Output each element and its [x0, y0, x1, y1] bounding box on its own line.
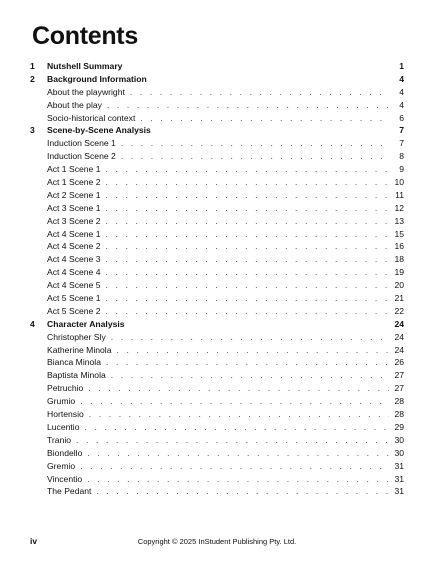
- table-of-contents: [30, 60, 404, 498]
- entry-title: About the playwright: [47, 86, 125, 97]
- entry-title: Act 3 Scene 2: [47, 215, 101, 226]
- dot-leader: [106, 228, 389, 241]
- entry-page-number: 4: [399, 86, 404, 97]
- entry-title: Gremio: [47, 460, 76, 471]
- dot-leader: [76, 434, 389, 447]
- toc-entry[interactable]: [30, 240, 404, 253]
- entry-title: Act 1 Scene 1: [47, 164, 101, 175]
- dot-leader: [106, 305, 389, 318]
- entry-title: Act 4 Scene 2: [47, 241, 101, 252]
- section-title: Scene-by-Scene Analysis: [47, 125, 151, 136]
- toc-entry[interactable]: [30, 356, 404, 369]
- copyright-notice: Copyright © 2025 InStudent Publishing Pty. Ltd.: [137, 536, 297, 546]
- toc-entry[interactable]: [30, 86, 404, 99]
- toc-entry[interactable]: [30, 485, 404, 498]
- entry-title: About the play: [47, 99, 102, 110]
- toc-section-entry[interactable]: [30, 124, 404, 137]
- entry-title: The Pedant: [47, 486, 92, 497]
- entry-page-number: 24: [394, 331, 404, 342]
- dot-leader: [121, 150, 389, 163]
- entry-page-number: 27: [394, 383, 404, 394]
- entry-page-number: 7: [399, 138, 404, 149]
- dot-leader: [96, 485, 389, 498]
- toc-entry[interactable]: [30, 253, 404, 266]
- entry-title: Petruchio: [47, 383, 84, 394]
- dot-leader: [106, 202, 389, 215]
- dot-leader: [106, 356, 389, 369]
- entry-page-number: 31: [394, 473, 404, 484]
- entry-page-number: 31: [394, 486, 404, 497]
- entry-title: Bianca Minola: [47, 357, 101, 368]
- entry-page-number: 28: [394, 396, 404, 407]
- toc-entry[interactable]: [30, 112, 404, 125]
- toc-entry[interactable]: [30, 215, 404, 228]
- entry-page-number: 4: [399, 99, 404, 110]
- entry-title: Christopher Sly: [47, 331, 106, 342]
- entry-page-number: 21: [394, 293, 404, 304]
- toc-section-entry[interactable]: [30, 318, 404, 331]
- entry-title: Induction Scene 2: [47, 151, 116, 162]
- entry-page-number: 30: [394, 447, 404, 458]
- entry-title: Act 4 Scene 1: [47, 228, 101, 239]
- entry-page-number: 20: [394, 280, 404, 291]
- dot-leader: [106, 253, 389, 266]
- dot-leader: [106, 176, 389, 189]
- entry-page-number: 18: [394, 254, 404, 265]
- entry-title: Vincentio: [47, 473, 83, 484]
- section-title: Nutshell Summary: [47, 61, 123, 71]
- dot-leader: [130, 86, 389, 99]
- toc-section-entry[interactable]: [30, 60, 404, 73]
- toc-entry[interactable]: [30, 447, 404, 460]
- dot-leader: [80, 395, 389, 408]
- entry-page-number: 13: [394, 215, 404, 226]
- entry-page-number: 30: [394, 434, 404, 445]
- toc-entry[interactable]: [30, 292, 404, 305]
- dot-leader: [106, 215, 389, 228]
- entry-title: Act 4 Scene 4: [47, 267, 101, 278]
- toc-entry[interactable]: [30, 305, 404, 318]
- dot-leader: [87, 447, 389, 460]
- entry-title: Lucentio: [47, 421, 80, 432]
- entry-title: Act 4 Scene 5: [47, 280, 101, 291]
- toc-entry[interactable]: [30, 331, 404, 344]
- toc-entry[interactable]: [30, 344, 404, 357]
- entry-title: Act 4 Scene 3: [47, 254, 101, 265]
- toc-entry[interactable]: [30, 189, 404, 202]
- dot-leader: [121, 137, 389, 150]
- entry-title: Act 3 Scene 1: [47, 202, 101, 213]
- section-page-number: 7: [399, 125, 404, 136]
- toc-entry[interactable]: [30, 460, 404, 473]
- toc-entry[interactable]: [30, 395, 404, 408]
- entry-title: Act 5 Scene 1: [47, 293, 101, 304]
- page-footer: [30, 536, 404, 548]
- entry-page-number: 15: [394, 228, 404, 239]
- dot-leader: [87, 473, 389, 486]
- toc-entry[interactable]: [30, 99, 404, 112]
- entry-title: Tranio: [47, 434, 72, 445]
- toc-entry[interactable]: [30, 150, 404, 163]
- toc-entry[interactable]: [30, 473, 404, 486]
- entry-page-number: 19: [394, 267, 404, 278]
- entry-title: Biondello: [47, 447, 83, 458]
- entry-page-number: 22: [394, 305, 404, 316]
- dot-leader: [85, 421, 390, 434]
- section-title: Character Analysis: [47, 318, 125, 329]
- section-number: 1: [30, 61, 35, 71]
- toc-entry[interactable]: [30, 369, 404, 382]
- dot-leader: [106, 163, 389, 176]
- toc-entry[interactable]: [30, 202, 404, 215]
- section-title: Background Information: [47, 73, 147, 84]
- entry-page-number: 24: [394, 344, 404, 355]
- section-number: 3: [30, 125, 35, 136]
- entry-title: Act 1 Scene 2: [47, 177, 101, 188]
- entry-page-number: 16: [394, 241, 404, 252]
- entry-title: Hortensio: [47, 409, 84, 420]
- section-number: 2: [30, 73, 35, 84]
- toc-entry[interactable]: [30, 163, 404, 176]
- dot-leader: [106, 240, 389, 253]
- entry-page-number: 11: [395, 189, 404, 200]
- entry-page-number: 10: [394, 177, 404, 188]
- entry-title: Socio-historical context: [47, 112, 136, 123]
- entry-page-number: 31: [394, 460, 404, 471]
- dot-leader: [80, 460, 389, 473]
- entry-page-number: 28: [394, 409, 404, 420]
- entry-title: Katherine Minola: [47, 344, 112, 355]
- dot-leader: [88, 382, 389, 395]
- toc-entry[interactable]: [30, 382, 404, 395]
- dot-leader: [111, 331, 389, 344]
- dot-leader: [106, 292, 389, 305]
- dot-leader: [89, 408, 389, 421]
- entry-page-number: 8: [399, 151, 404, 162]
- section-page-number: 4: [399, 73, 404, 84]
- dot-leader: [107, 99, 389, 112]
- toc-entry[interactable]: [30, 137, 404, 150]
- dot-leader: [140, 112, 389, 125]
- entry-page-number: 9: [399, 164, 404, 175]
- entry-page-number: 12: [394, 202, 404, 213]
- toc-entry[interactable]: [30, 421, 404, 434]
- section-page-number: 24: [394, 318, 404, 329]
- entry-title: Grumio: [47, 396, 76, 407]
- toc-entry[interactable]: [30, 408, 404, 421]
- dot-leader: [106, 266, 389, 279]
- toc-entry[interactable]: [30, 266, 404, 279]
- section-page-number: 1: [399, 61, 404, 71]
- page-number: iv: [30, 536, 38, 546]
- section-number: 4: [30, 318, 35, 329]
- entry-page-number: 29: [394, 421, 404, 432]
- dot-leader: [111, 369, 389, 382]
- toc-entry[interactable]: [30, 176, 404, 189]
- entry-title: Baptista Minola: [47, 370, 106, 381]
- toc-entry[interactable]: [30, 228, 404, 241]
- entry-title: Act 2 Scene 1: [47, 189, 101, 200]
- entry-title: Act 5 Scene 2: [47, 305, 101, 316]
- toc-section-entry[interactable]: [30, 73, 404, 86]
- entry-page-number: 27: [394, 370, 404, 381]
- entry-page-number: 26: [394, 357, 404, 368]
- page-title: Contents: [32, 22, 138, 50]
- toc-entry[interactable]: [30, 434, 404, 447]
- dot-leader: [106, 189, 389, 202]
- entry-title: Induction Scene 1: [47, 138, 116, 149]
- dot-leader: [117, 344, 390, 357]
- dot-leader: [106, 279, 389, 292]
- entry-page-number: 6: [399, 112, 404, 123]
- toc-entry[interactable]: [30, 279, 404, 292]
